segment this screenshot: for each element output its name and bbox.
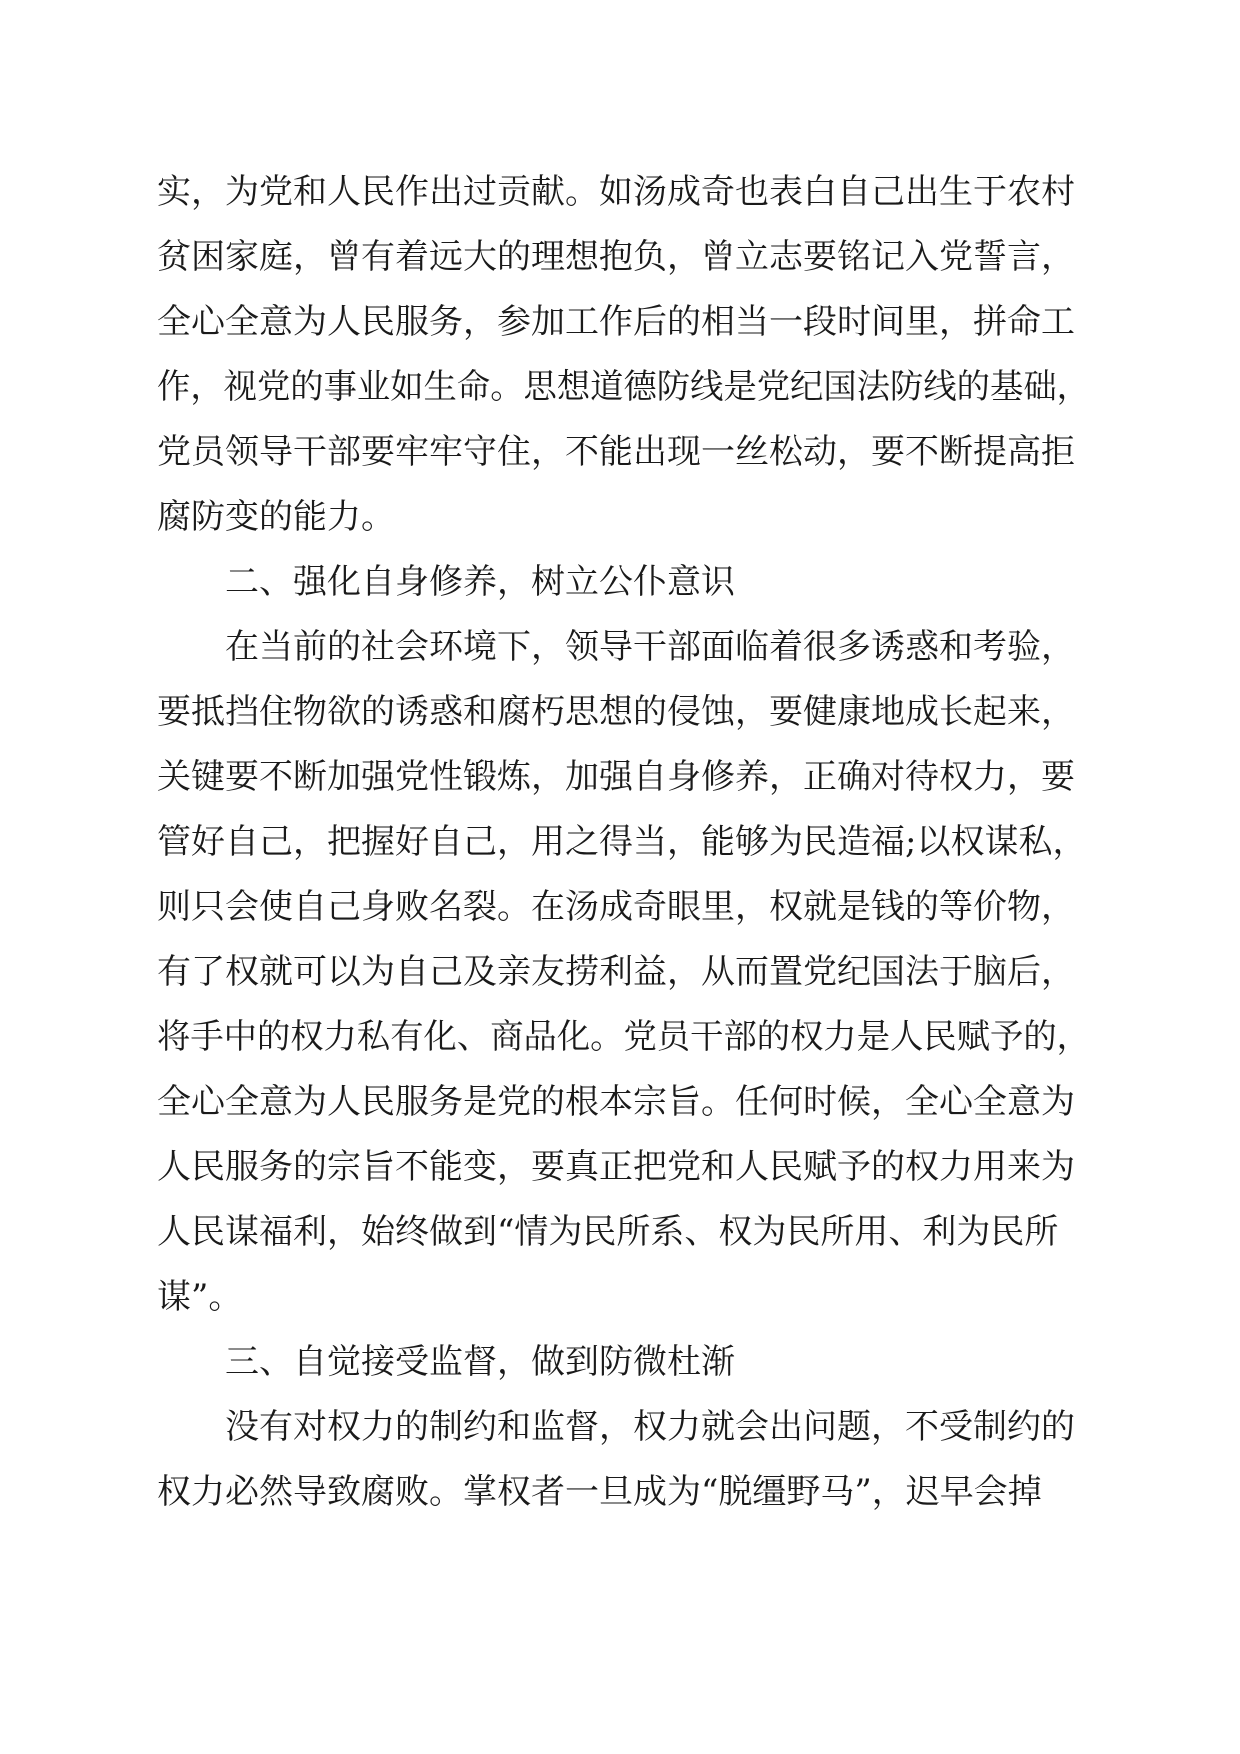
paragraph-first-line: 在当前的社会环境下，领导干部面临着很多诱惑和考验， (225, 627, 1075, 667)
text-line: 要抵挡住物欲的诱惑和腐朽思想的侵蚀，要健康地成长起来， (157, 692, 1075, 732)
text-line: 实，为党和人民作出过贡献。如汤成奇也表白自己出生于农村 (157, 172, 1075, 212)
paragraph-first-line: 没有对权力的制约和监督，权力就会出问题，不受制约的 (225, 1407, 1075, 1447)
text-line: 将手中的权力私有化、商品化。党员干部的权力是人民赋予的， (157, 1017, 1090, 1057)
text-line: 作，视党的事业如生命。思想道德防线是党纪国法防线的基础， (157, 367, 1090, 407)
section-heading: 二、强化自身修养，树立公仆意识 (225, 562, 735, 602)
text-line: 全心全意为人民服务，参加工作后的相当一段时间里，拼命工 (157, 302, 1075, 342)
text-line: 贫困家庭，曾有着远大的理想抱负，曾立志要铭记入党誓言， (157, 237, 1075, 277)
text-line: 关键要不断加强党性锻炼，加强自身修养，正确对待权力，要 (157, 757, 1075, 797)
text-line: 人民谋福利，始终做到“情为民所系、权为民所用、利为民所 (157, 1212, 1059, 1252)
text-line: 有了权就可以为自己及亲友捞利益，从而置党纪国法于脑后， (157, 952, 1075, 992)
text-line: 腐防变的能力。 (157, 497, 395, 537)
text-line: 党员领导干部要牢牢守住，不能出现一丝松动，要不断提高拒 (157, 432, 1075, 472)
text-line: 全心全意为人民服务是党的根本宗旨。任何时候，全心全意为 (157, 1082, 1075, 1122)
text-line: 人民服务的宗旨不能变，要真正把党和人民赋予的权力用来为 (157, 1147, 1075, 1187)
section-heading: 三、自觉接受监督，做到防微杜渐 (225, 1342, 735, 1382)
text-line: 管好自己，把握好自己，用之得当，能够为民造福;以权谋私， (157, 822, 1087, 862)
text-line: 谋”。 (157, 1277, 243, 1317)
text-line: 则只会使自己身败名裂。在汤成奇眼里，权就是钱的等价物， (157, 887, 1075, 927)
text-line: 权力必然导致腐败。掌权者一旦成为“脱缰野马”，迟早会掉 (157, 1472, 1042, 1512)
